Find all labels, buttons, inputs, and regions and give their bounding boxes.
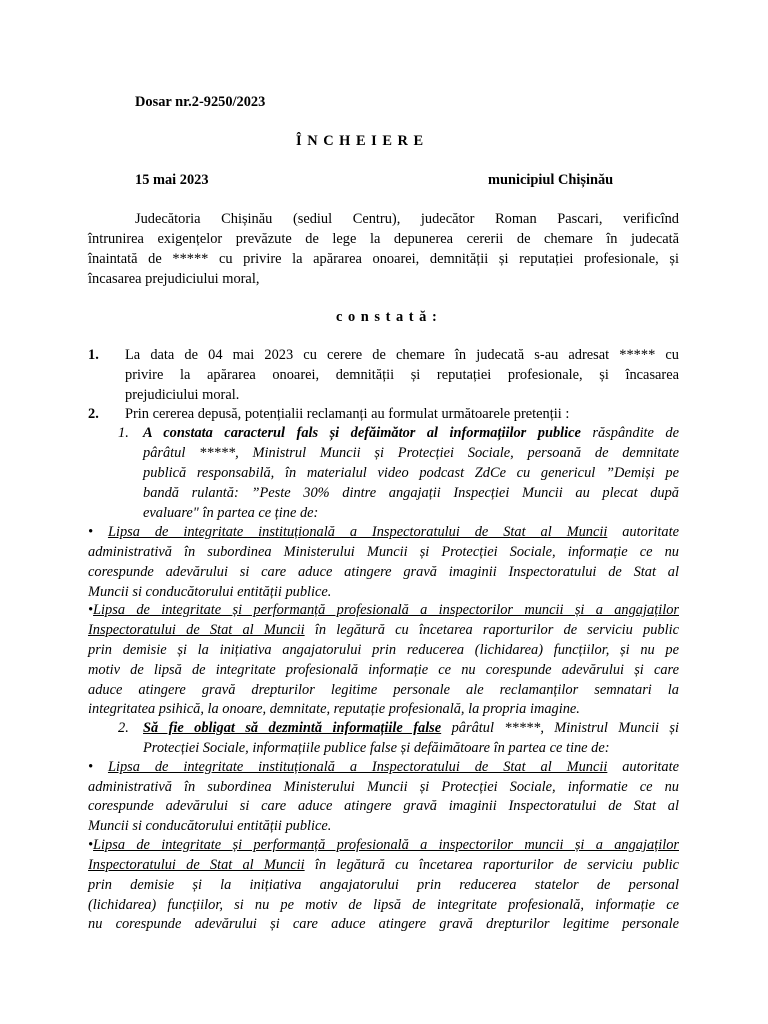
bullet-line: (lichidarea) funcțiilor, si nu pe motiv de lipsă de integritate profesională, informație ce <box>88 897 679 913</box>
document-title: Î N C H E I E R E <box>296 133 425 149</box>
bullet-line: corespunde adevărului si care aduce atingere gravă imaginii Inspectoratului de Stat al <box>88 798 679 814</box>
sub-item-line <box>143 424 679 444</box>
sub-item-line: evaluare" în partea ce ține de: <box>143 505 319 521</box>
bullet-line: prin demisie și la inițiativa angajatorului prin reducerea (lichidarea) funcțiilor, și nu pe <box>88 642 679 658</box>
bullet-mark: • <box>88 602 94 618</box>
claim-heading: A constata caracterul fals și defăimător al informațiilor publice <box>143 425 581 441</box>
bullet-line <box>88 836 679 856</box>
item-number: 2. <box>88 406 99 422</box>
item-line: prejudiciului moral. <box>125 387 240 403</box>
underlined-claim: Lipsa de integritate instituțională a Inspectoratului de Stat al Muncii <box>107 759 608 775</box>
bullet-mark: • <box>88 837 94 853</box>
intro-line: încasarea prejudiciului moral, <box>88 271 260 287</box>
item-line: privire la apărarea onoarei, demnității și reputației profesionale, și încasarea <box>125 367 679 383</box>
claim-text: autoritate <box>607 524 679 540</box>
underlined-claim: Lipsa de integritate și performanță profesională a inspectorilor muncii și a angajaților <box>93 837 679 853</box>
claim-text: răspândite de <box>580 425 679 441</box>
bullet-line: nu corespunde adevărului și care aduce atingere gravă drepturilor legitime personale <box>88 916 679 932</box>
underlined-claim: Lipsa de integritate și performanță profesională a inspectorilor muncii și a angajaților <box>93 602 679 618</box>
bullet-line <box>88 601 679 621</box>
claim-heading: Să fie obligat să dezmintă informațiile false <box>143 720 442 736</box>
item-line: La data de 04 mai 2023 cu cerere de chemare în judecată s-au adresat ***** cu <box>125 347 679 363</box>
sub-item-line: pârâtul *****, Ministrul Muncii și Protecției Sociale, persoană de demnitate <box>143 445 679 461</box>
item-number: 1. <box>88 347 99 363</box>
item-line: Prin cererea depusă, potențialii reclamanți au formulat următoarele pretenții : <box>125 406 570 422</box>
bullet-line: prin demisie și la inițiativa angajatorului prin reducerea statelor de personal <box>88 877 679 893</box>
underlined-claim: Lipsa de integritate instituțională a Inspectoratului de Stat al Muncii <box>107 524 608 540</box>
bullet-line <box>88 856 679 876</box>
sub-item-line <box>143 719 679 739</box>
sub-item-number: 2. <box>118 720 129 736</box>
claim-text: în legătură cu încetarea raporturilor de serviciu public <box>304 622 679 638</box>
claim-text: autoritate <box>607 759 679 775</box>
bullet-line <box>88 621 679 641</box>
bullet-line: administrativă în subordinea Ministerului Muncii și Protecției Sociale, informatie ce nu <box>88 779 679 795</box>
bullet-line: administrativă în subordinea Ministerului Muncii și Protecției Sociale, informație ce nu <box>88 544 679 560</box>
bullet-line: Muncii si conducătorului entității publice. <box>88 584 332 600</box>
document-date: 15 mai 2023 <box>135 172 209 188</box>
bullet-line: corespunde adevărului si care aduce atingere gravă imaginii Inspectoratului de Stat al <box>88 564 679 580</box>
bullet-line: Muncii si conducătorului entității publice. <box>88 818 332 834</box>
sub-item-line: Protecției Sociale, informațiile publice false și defăimătoare în partea ce tine de: <box>143 740 610 756</box>
bullet-line: aduce atingere gravă drepturilor legitime personale ale reclamanților semnatari la <box>88 682 679 698</box>
intro-line: întrunirea exigențelor prevăzute de lege la depunerea cererii de chemare în judecată <box>88 231 679 247</box>
bullet-line <box>88 758 679 778</box>
sub-item-line: publică responsabilă, în materialul video podcast ZdCe cu genericul ”Demiși pe <box>143 465 679 481</box>
sub-item-line: bandă rulantă: ”Peste 30% dintre angajații Inspecției Muncii au plecat după <box>143 485 679 501</box>
bullet-mark: • <box>88 759 94 775</box>
case-number: Dosar nr.2-9250/2023 <box>135 94 266 110</box>
document-place: municipiul Chișinău <box>488 172 614 188</box>
underlined-claim: Inspectoratului de Stat al Muncii <box>88 622 305 638</box>
intro-line: Judecătoria Chișinău (sediul Centru), judecător Roman Pascari, verificînd <box>135 211 679 227</box>
bullet-line <box>88 523 679 543</box>
bullet-line: motiv de lipsă de integritate profesională informație ce nu corespunde adevărului și care <box>88 662 679 678</box>
claim-text: pârâtul *****, Ministrul Muncii și <box>441 720 680 736</box>
sub-item-number: 1. <box>118 425 129 441</box>
intro-line: înaintată de ***** cu privire la apărarea onoarei, demnității și reputației profesionale, și <box>88 251 679 267</box>
claim-text: în legătură cu încetarea raporturilor de serviciu public <box>304 857 679 873</box>
bullet-line: integritatea psihică, la onoare, demnitate, reputație profesională, la propria imagine. <box>88 701 580 717</box>
underlined-claim: Inspectoratului de Stat al Muncii <box>88 857 305 873</box>
bullet-mark: • <box>88 524 94 540</box>
section-heading: c o n s t a t ă : <box>336 309 438 325</box>
